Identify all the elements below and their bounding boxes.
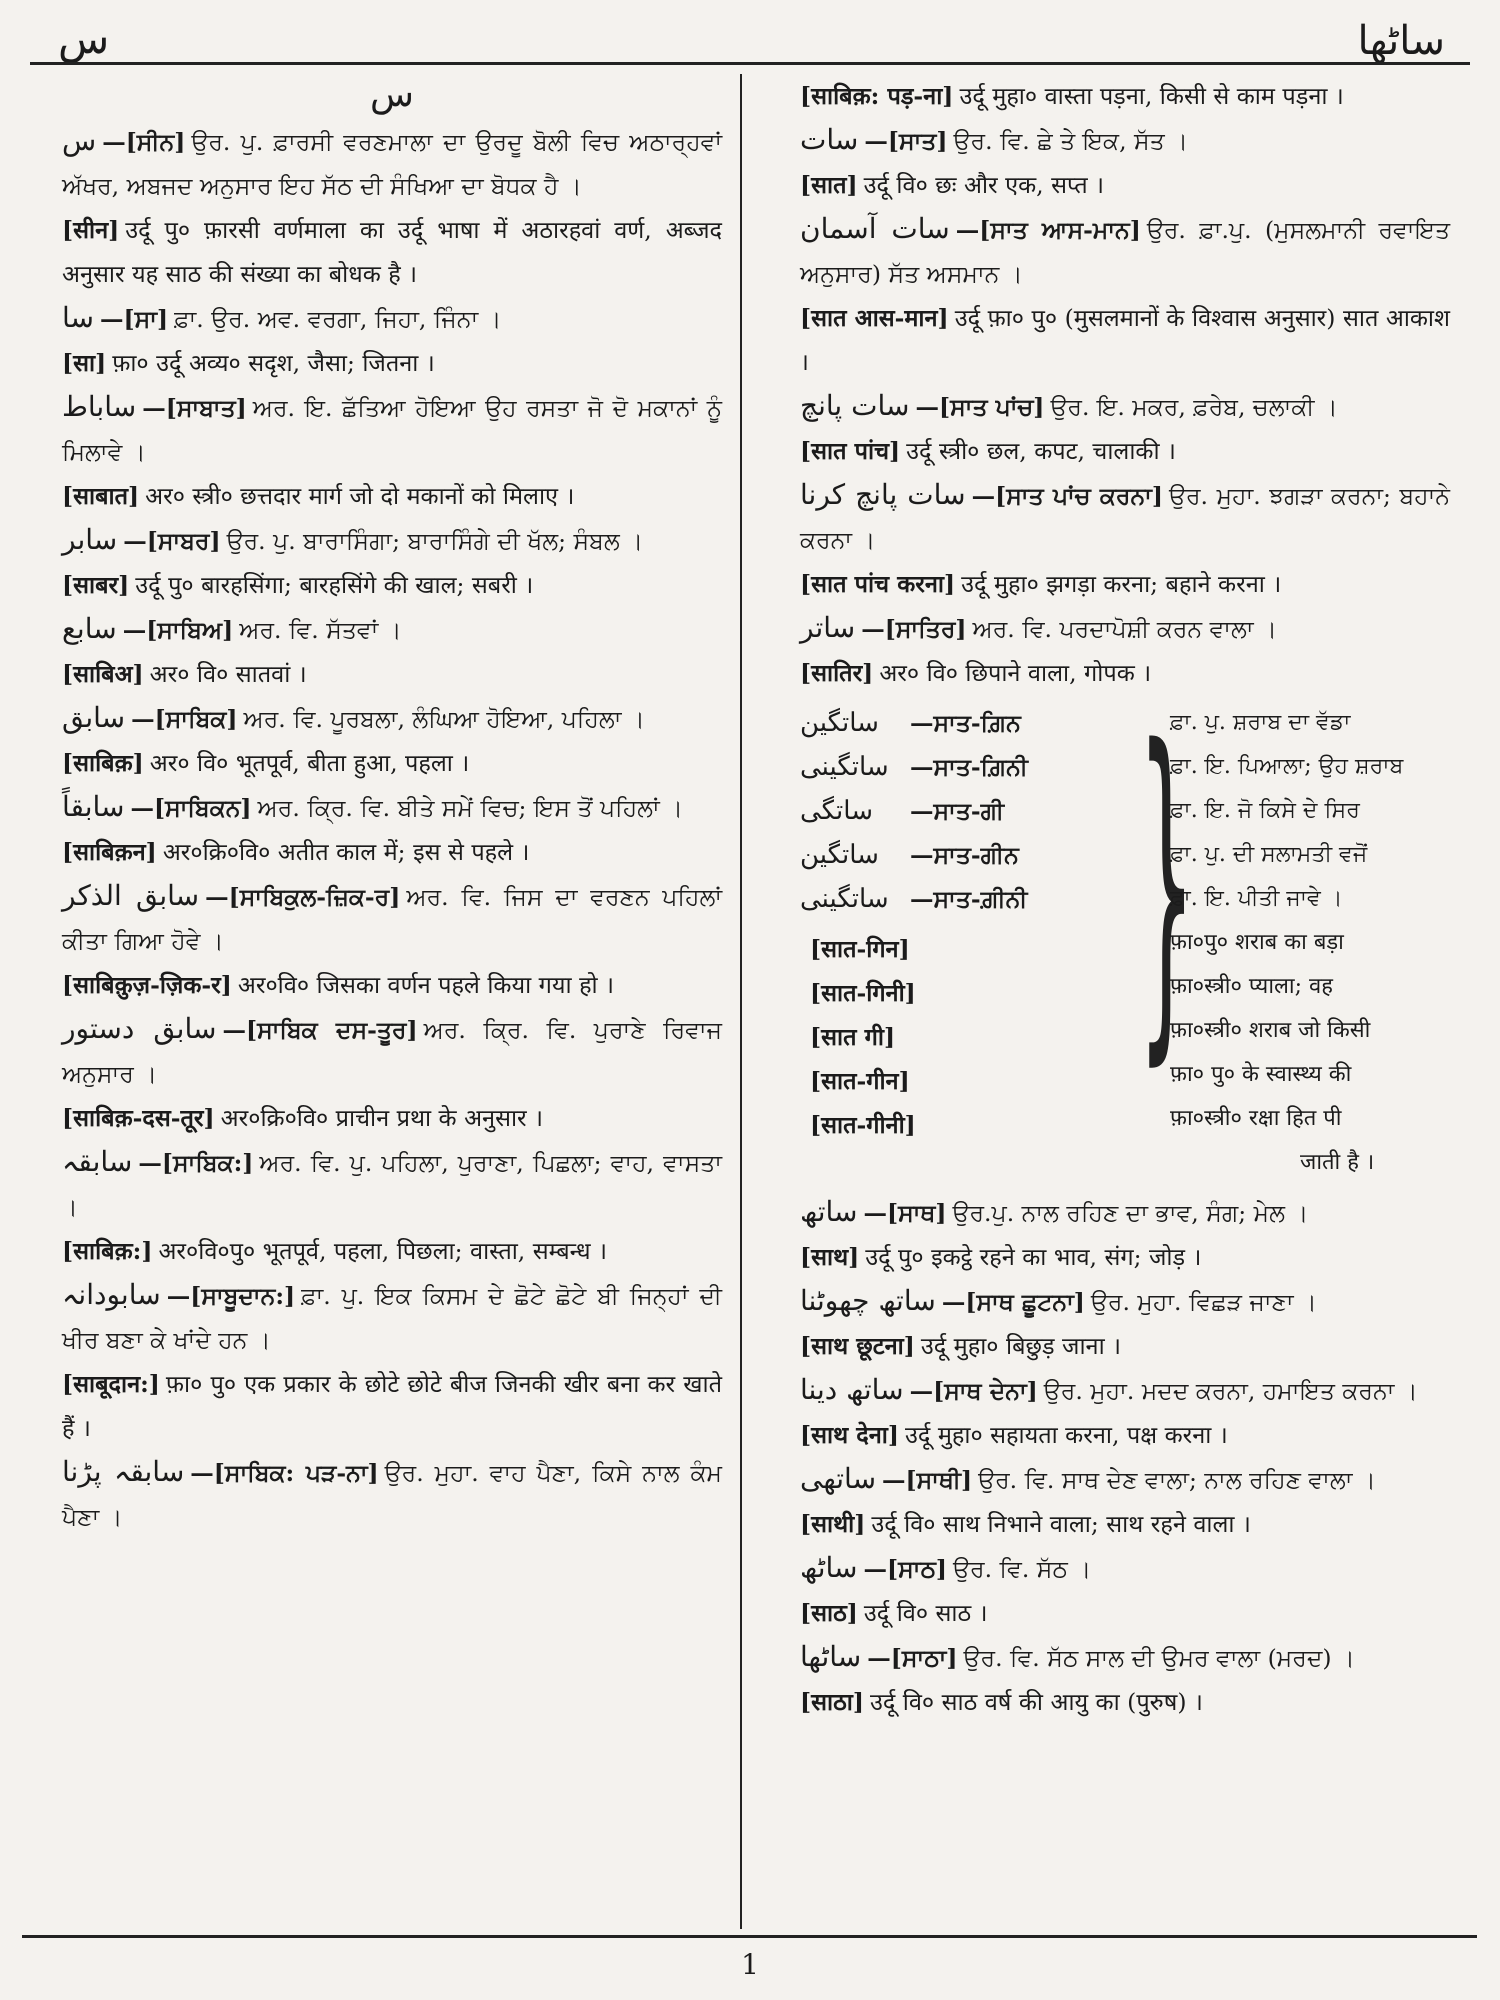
definition-text: उर्दू मुहा० झगड़ा करना; बहाने करना । (961, 570, 1282, 598)
transliterated-headword: [साथ देना] (800, 1421, 900, 1449)
definition-text: ਅਰ. ਇ. ਛੱਤਿਆ ਹੋਇਆ ਉਹ ਰਸਤਾ ਜੋ ਦੋ ਮਕਾਨਾਂ ਨੂੰ ਮਿਲਾਵੇ । (62, 394, 722, 466)
definition-text: ਉਰ. ਮੁਹਾ. ਝਗੜਾ ਕਰਨਾ; ਬਹਾਨੇ ਕਰਨਾ । (800, 482, 1450, 554)
dictionary-entry (62, 341, 722, 385)
bottom-rule (22, 1935, 1477, 1938)
dictionary-entry (800, 1368, 1450, 1413)
transliterated-headword: —[ਸਾਬਰ] (123, 527, 221, 555)
transliterated-headword: [साथ] (800, 1243, 860, 1271)
bracket-definition-line: फ़ा०स्त्री० रक्षा हित पी (1170, 1106, 1342, 1131)
dictionary-entry (800, 384, 1450, 429)
definition-text: अर०वि० जिसका वर्णन पहले किया गया हो । (237, 971, 615, 999)
definition-text: अर० वि० भूतपूर्व, बीता हुआ, पहला । (149, 749, 470, 777)
bracket-gurmukhi-headword: —ਸਾਤ-ਗ਼ੀਨੀ (910, 885, 1028, 913)
urdu-headword: سابقہ پڑنا (62, 1455, 185, 1488)
urdu-headword: سابع (62, 612, 117, 645)
bracket-devanagari-headword: [सात गी] (810, 1023, 896, 1051)
definition-text: ਉਰ.ਪੁ. ਨਾਲ ਰਹਿਣ ਦਾ ਭਾਵ, ਸੰਗ; ਮੇਲ । (952, 1199, 1309, 1227)
bracket-definition-line: ਫ਼ਾ. ਇ. ਪੀਤੀ ਜਾਵੇ । (1170, 886, 1343, 911)
transliterated-headword: [सा] (62, 349, 107, 377)
bracket-urdu-word: ساتگی (800, 796, 873, 826)
definition-text: अर०वि०पु० भूतपूर्व, पहला, पिछला; वास्ता, सम्बन्ध । (158, 1237, 608, 1265)
transliterated-headword: —[ਸਾਥੀ] (882, 1466, 973, 1494)
definition-text: अर० वि० सातवां । (149, 660, 307, 688)
bracket-devanagari-headword: [सात-गीन] (810, 1067, 910, 1095)
urdu-headword: سابق دستور (62, 1012, 217, 1045)
bracket-devanagari-headword: [सात-गिन] (810, 935, 910, 963)
dictionary-entry (800, 1635, 1450, 1680)
urdu-headword: سابقاً (62, 790, 125, 823)
transliterated-headword: —[ਸਾਬਿਕੁਲ-ਜ਼ਿਕ-ਰ] (205, 883, 401, 911)
dictionary-entry (800, 1279, 1450, 1324)
transliterated-headword: [साबिक़-दस-तूर] (62, 1104, 215, 1132)
urdu-headword: ساٹھ (800, 1551, 858, 1584)
transliterated-headword: —[ਸਾਬਾਤ] (142, 394, 247, 422)
bracket-devanagari-headword: [सात-गिनी] (810, 979, 916, 1007)
left-entries (62, 119, 722, 1539)
definition-text: उर्दू पु० फ़ारसी वर्णमाला का उर्दू भाषा में अठारहवां वर्ण, अब्जद अनुसार यह साठ की संख्या का बोधक है । (62, 216, 722, 288)
definition-text: फ़ा० उर्दू अव्य० सदृश, जैसा; जितना । (112, 349, 435, 377)
transliterated-headword: [साबिक़न] (62, 838, 157, 866)
definition-text: ਅਰ. ਵਿ. ਪੂਰਬਲਾ, ਲੰਘਿਆ ਹੋਇਆ, ਪਹਿਲਾ । (243, 705, 645, 733)
definition-text: ਉਰ. ਪੁ. ਬਾਰਾਸਿੰਗਾ; ਬਾਰਾਸਿੰਗੇ ਦੀ ਖੱਲ; ਸੰਬਲ । (226, 527, 644, 555)
transliterated-headword: —[ਸਾਬਿਕ: ਪੜ-ਨਾ] (190, 1459, 379, 1487)
urdu-headword: سابودانہ (62, 1278, 161, 1311)
transliterated-headword: —[ਸਾਬਿਕ:] (138, 1149, 254, 1177)
definition-text: ਫ਼ਾ. ਉਰ. ਅਵ. ਵਰਗਾ, ਜਿਹਾ, ਜਿੰਨਾ । (174, 305, 502, 333)
transliterated-headword: —[ਸਾਬਿਕ] (131, 705, 238, 733)
transliterated-headword: —[ਸਾਥ ਛੂਟਨਾ] (941, 1288, 1085, 1316)
definition-text: ਉਰ. ਮੁਹਾ. ਵਾਹ ਪੈਣਾ, ਕਿਸੇ ਨਾਲ ਕੰਮ ਪੈਣਾ । (62, 1459, 722, 1531)
dictionary-entry (800, 1502, 1450, 1546)
dictionary-entry (62, 474, 722, 518)
transliterated-headword: [साबूदान:] (62, 1370, 160, 1398)
urdu-headword: سا (62, 301, 94, 334)
bracket-definition-line: फ़ा० पु० के स्वास्थ्य की (1170, 1062, 1352, 1087)
dictionary-entry (800, 651, 1450, 695)
transliterated-headword: —[ਸਾਬਿਕਨ] (130, 794, 252, 822)
urdu-headword: سابق الذکر (62, 879, 200, 912)
transliterated-headword: —[ਸਾਬਿਕ ਦਸ-ਤੂਰ] (222, 1016, 418, 1044)
header-left-letter: س (58, 14, 110, 63)
bracketed-entry-group (800, 675, 1450, 1190)
dictionary-entry (62, 607, 722, 652)
definition-text: उर्दू पु० इकट्ठे रहने का भाव, संग; जोड़ । (865, 1243, 1202, 1271)
bracket-urdu-word: ساتگین (800, 840, 879, 870)
transliterated-headword: [साबिक़:] (62, 1237, 153, 1265)
definition-text: उर्दू वि० साथ निभाने वाला; साथ रहने वाला । (871, 1510, 1251, 1538)
dictionary-entry (62, 1096, 722, 1140)
transliterated-headword: [साथ छूटना] (800, 1332, 915, 1360)
urdu-headword: سابق (62, 701, 126, 734)
dictionary-entry (800, 1457, 1450, 1502)
definition-text: उर्दू मुहा० सहायता करना, पक्ष करना । (905, 1421, 1228, 1449)
definition-text: ਫ਼ਾ. ਪੁ. ਇਕ ਕਿਸਮ ਦੇ ਛੋਟੇ ਛੋਟੇ ਬੀ ਜਿਨ੍ਹਾਂ ਦੀ ਖੀਰ ਬਣਾ ਕੇ ਖਾਂਦੇ ਹਨ । (62, 1282, 722, 1354)
dictionary-entry (62, 563, 722, 607)
transliterated-headword: —[ਸਾਤਿਰ] (861, 615, 967, 643)
transliterated-headword: —[ਸਾਤ ਆਸ-ਮਾਨ] (955, 216, 1141, 244)
dictionary-entry (62, 385, 722, 474)
definition-text: ਉਰ. ਫ਼ਾ.ਪੁ. (ਮੁਸਲਮਾਨੀ ਰਵਾਇਤ ਅਨੁਸਾਰ) ਸੱਤ ਅਸਮਾਨ । (800, 216, 1450, 288)
dictionary-entry (62, 518, 722, 563)
dictionary-entry (62, 296, 722, 341)
transliterated-headword: [साबिक़: पड़-ना] (800, 82, 954, 110)
dictionary-entry (800, 473, 1450, 562)
dictionary-entry (62, 119, 722, 208)
dictionary-entry (62, 696, 722, 741)
column-divider (740, 74, 742, 1929)
transliterated-headword: —[ਸਾਤ] (864, 127, 948, 155)
definition-text: ਉਰ. ਵਿ. ਸੱਠ । (953, 1555, 1092, 1583)
definition-text: ਉਰ. ਵਿ. ਸੱਠ ਸਾਲ ਦੀ ਉਮਰ ਵਾਲਾ (ਮਰਦ) । (963, 1644, 1355, 1672)
urdu-headword: سابر (62, 523, 118, 556)
bracket-definition-line: ਫ਼ਾ. ਇ. ਜੋ ਕਿਸੇ ਦੇ ਸਿਰ (1170, 798, 1360, 823)
definition-text: अर० स्त्री० छत्तदार मार्ग जो दो मकानों को मिलाए । (145, 482, 575, 510)
bracket-definition-line: ਫ਼ਾ. ਪੁ. ਦੀ ਸਲਾਮਤੀ ਵਜੋਂ (1170, 842, 1368, 867)
transliterated-headword: [साथी] (800, 1510, 866, 1538)
dictionary-entry (800, 1680, 1450, 1724)
urdu-headword: ساتھ چھوٹنا (800, 1284, 936, 1317)
bracket-gurmukhi-headword: —ਸਾਤ-ਗ਼ਿਨੀ (910, 753, 1028, 781)
dictionary-entry (62, 1140, 722, 1229)
dictionary-entry (800, 1235, 1450, 1279)
urdu-headword: سات پانچ کرنا (800, 478, 966, 511)
bracket-definition-line: ਫ਼ਾ. ਪੁ. ਸ਼ਰਾਬ ਦਾ ਵੱਡਾ (1170, 710, 1351, 735)
definition-text: उर्दू पु० बारहसिंगा; बारहसिंगे की खाल; सबरी । (135, 571, 534, 599)
dictionary-entry (62, 208, 722, 296)
dictionary-entry (800, 1546, 1450, 1591)
definition-text: ਅਰ. ਵਿ. ਪਰਦਾਪੋਸ਼ੀ ਕਰਨ ਵਾਲਾ । (972, 615, 1277, 643)
transliterated-headword: —[ਸਾਠ] (863, 1555, 948, 1583)
bracket-definition-line: फ़ा०पु० शराब का बड़ा (1170, 930, 1344, 955)
transliterated-headword: —[ਸੀਨ] (102, 128, 186, 156)
bracket-gurmukhi-headword: —ਸਾਤ-ਗੀ (910, 797, 1005, 825)
transliterated-headword: —[ਸਾ] (100, 305, 169, 333)
definition-text: ਅਰ. ਕ੍ਰਿ. ਵਿ. ਬੀਤੇ ਸਮੇਂ ਵਿਚ; ਇਸ ਤੋਂ ਪਹਿਲਾਂ । (257, 794, 683, 822)
transliterated-headword: —[ਸਾਬਿਅ] (122, 616, 234, 644)
dictionary-entry (62, 652, 722, 696)
dictionary-entry (800, 207, 1450, 296)
transliterated-headword: [साठ] (800, 1599, 858, 1627)
definition-text: ਅਰ. ਵਿ. ਜਿਸ ਦਾ ਵਰਣਨ ਪਹਿਲਾਂ ਕੀਤਾ ਗਿਆ ਹੋਵੇ । (62, 883, 722, 955)
header-right-word: ساٹھا (1357, 18, 1445, 64)
transliterated-headword: —[ਸਾਬੂਦਾਨ:] (166, 1282, 296, 1310)
definition-text: अर० वि० छिपाने वाला, गोपक । (879, 659, 1152, 687)
transliterated-headword: —[ਸਾਠਾ] (867, 1644, 958, 1672)
dictionary-entry (800, 1591, 1450, 1635)
transliterated-headword: —[ਸਾਥ ਦੇਨਾ] (909, 1377, 1038, 1405)
dictionary-entry (62, 874, 722, 963)
transliterated-headword: [सात पांच करना] (800, 570, 956, 598)
right-entries-top (800, 74, 1450, 695)
definition-text: उर्दू वि० छः और एक, सप्त । (863, 171, 1104, 199)
dictionary-entry (800, 1190, 1450, 1235)
dictionary-entry (800, 163, 1450, 207)
definition-text: ਅਰ. ਵਿ. ਸੱਤਵਾਂ । (239, 616, 402, 644)
transliterated-headword: [सीन] (62, 216, 120, 244)
transliterated-headword: —[ਸਾਤ ਪਾਂਚ] (915, 393, 1045, 421)
definition-text: उर्दू वि० साठ । (863, 1599, 988, 1627)
dictionary-entry (62, 963, 722, 1007)
bracket-urdu-word: ساتگینی (800, 752, 889, 782)
definition-text: उर्दू मुहा० वास्ता पड़ना, किसी से काम पड़ना । (959, 82, 1344, 110)
definition-text: ਉਰ. ਪੁ. ਫ਼ਾਰਸੀ ਵਰਣਮਾਲਾ ਦਾ ਉਰਦੂ ਬੋਲੀ ਵਿਚ ਅਠਾਰ੍ਹਵਾਂ ਅੱਖਰ, ਅਬਜਦ ਅਨੁਸਾਰ ਇਹ ਸੱਠ ਦੀ ਸੰਖਿਆ ਦਾ ਬੋਧਕ ਹੈ । (62, 128, 722, 200)
bracket-definition-line: जाती है । (1300, 1150, 1375, 1175)
dictionary-entry (800, 1324, 1450, 1368)
urdu-headword: سابقہ (62, 1145, 133, 1178)
bracket-gurmukhi-headword: —ਸਾਤ-ਗ਼ਿਨ (910, 709, 1021, 737)
urdu-headword: سات پانچ (800, 389, 910, 422)
definition-text: उर्दू मुहा० बिछुड़ जाना । (920, 1332, 1122, 1360)
urdu-headword: سات (800, 123, 859, 156)
dictionary-entry (62, 1273, 722, 1362)
curly-brace: } (1138, 675, 1196, 1094)
definition-text: ਅਰ. ਵਿ. ਪੁ. ਪਹਿਲਾ, ਪੁਰਾਣਾ, ਪਿਛਲਾ; ਵਾਹ, ਵਾਸਤਾ । (62, 1149, 722, 1221)
urdu-headword: ساتھ دینا (800, 1373, 904, 1406)
definition-text: उर्दू स्त्री० छल, कपट, चालाकी । (906, 437, 1176, 465)
dictionary-entry (62, 785, 722, 830)
definition-text: उर्दू फ़ा० पु० (मुसलमानों के विश्वास अनुसार) सात आकाश । (800, 304, 1450, 376)
dictionary-entry (62, 1007, 722, 1096)
definition-text: उर्दू वि० साठ वर्ष की आयु का (पुरुष) । (869, 1688, 1203, 1716)
bracket-urdu-word: ساتگین (800, 708, 879, 738)
right-entries-bottom (800, 1190, 1450, 1724)
page-number: 1 (741, 1948, 759, 1981)
dictionary-entry (800, 296, 1450, 384)
urdu-headword: ساٹھا (800, 1640, 862, 1673)
urdu-headword: ساتر (800, 611, 856, 644)
transliterated-headword: [साबिक़ुज़-ज़िक-र] (62, 971, 232, 999)
transliterated-headword: —[ਸਾਤ ਪਾਂਚ ਕਰਨਾ] (971, 482, 1163, 510)
definition-text: ਉਰ. ਵਿ. ਛੇ ਤੇ ਇਕ, ਸੱਤ । (953, 127, 1189, 155)
transliterated-headword: [सात] (800, 171, 858, 199)
bracket-gurmukhi-headword: —ਸਾਤ-ਗੀਨ (910, 841, 1019, 869)
dictionary-entry (62, 830, 722, 874)
dictionary-entry (800, 74, 1450, 118)
urdu-headword: ساباط (62, 390, 137, 423)
section-letter: س (370, 74, 414, 115)
bracket-definition-line: ਫ਼ਾ. ਇ. ਪਿਆਲਾ; ਉਹ ਸ਼ਰਾਬ (1170, 754, 1404, 779)
urdu-headword: سات آسمان (800, 212, 950, 245)
urdu-headword: ساتھی (800, 1462, 877, 1495)
transliterated-headword: [सात आस-मान] (800, 304, 949, 332)
transliterated-headword: [साठा] (800, 1688, 864, 1716)
definition-text: ਉਰ. ਵਿ. ਸਾਥ ਦੇਣ ਵਾਲਾ; ਨਾਲ ਰਹਿਣ ਵਾਲਾ । (978, 1466, 1376, 1494)
transliterated-headword: [सातिर] (800, 659, 874, 687)
bracket-devanagari-headword: [सात-गीनी] (810, 1111, 916, 1139)
bracket-definition-line: फ़ा०स्त्री० प्याला; वह (1170, 974, 1333, 999)
definition-text: ਉਰ. ਇ. ਮਕਰ, ਫ਼ਰੇਬ, ਚਲਾਕੀ । (1050, 393, 1338, 421)
dictionary-entry (800, 562, 1450, 606)
right-column (800, 74, 1450, 1724)
transliterated-headword: [सात पांच] (800, 437, 901, 465)
bracket-urdu-word: ساتگینی (800, 884, 889, 914)
bracket-definition-line: फ़ा०स्त्री० शराब जो किसी (1170, 1018, 1371, 1043)
dictionary-entry (800, 429, 1450, 473)
definition-text: अर०क्रि०वि० अतीत काल में; इस से पहले । (162, 838, 530, 866)
dictionary-entry (62, 1362, 722, 1450)
transliterated-headword: [साबिक़] (62, 749, 144, 777)
urdu-headword: س (62, 124, 97, 157)
dictionary-entry (800, 118, 1450, 163)
dictionary-entry (62, 741, 722, 785)
dictionary-entry (800, 1413, 1450, 1457)
definition-text: ਉਰ. ਮੁਹਾ. ਮਦਦ ਕਰਨਾ, ਹਮਾਇਤ ਕਰਨਾ । (1043, 1377, 1418, 1405)
dictionary-entry (62, 1450, 722, 1539)
definition-text: ਉਰ. ਮੁਹਾ. ਵਿਛੜ ਜਾਣਾ । (1090, 1288, 1317, 1316)
dictionary-entry (800, 606, 1450, 651)
definition-text: अर०क्रि०वि० प्राचीन प्रथा के अनुसार । (220, 1104, 544, 1132)
transliterated-headword: [साबर] (62, 571, 130, 599)
dictionary-entry (62, 1229, 722, 1273)
definition-text: ਅਰ. ਕ੍ਰਿ. ਵਿ. ਪੁਰਾਣੇ ਰਿਵਾਜ ਅਨੁਸਾਰ । (62, 1016, 722, 1088)
definition-text: फ़ा० पु० एक प्रकार के छोटे छोटे बीज जिनकी खीर बना कर खाते हैं । (62, 1370, 722, 1442)
transliterated-headword: [साबिअ] (62, 660, 144, 688)
urdu-headword: ساتھ (800, 1195, 858, 1228)
top-rule (30, 62, 1470, 65)
transliterated-headword: [साबात] (62, 482, 140, 510)
transliterated-headword: —[ਸਾਥ] (863, 1199, 947, 1227)
left-column (62, 74, 722, 1539)
